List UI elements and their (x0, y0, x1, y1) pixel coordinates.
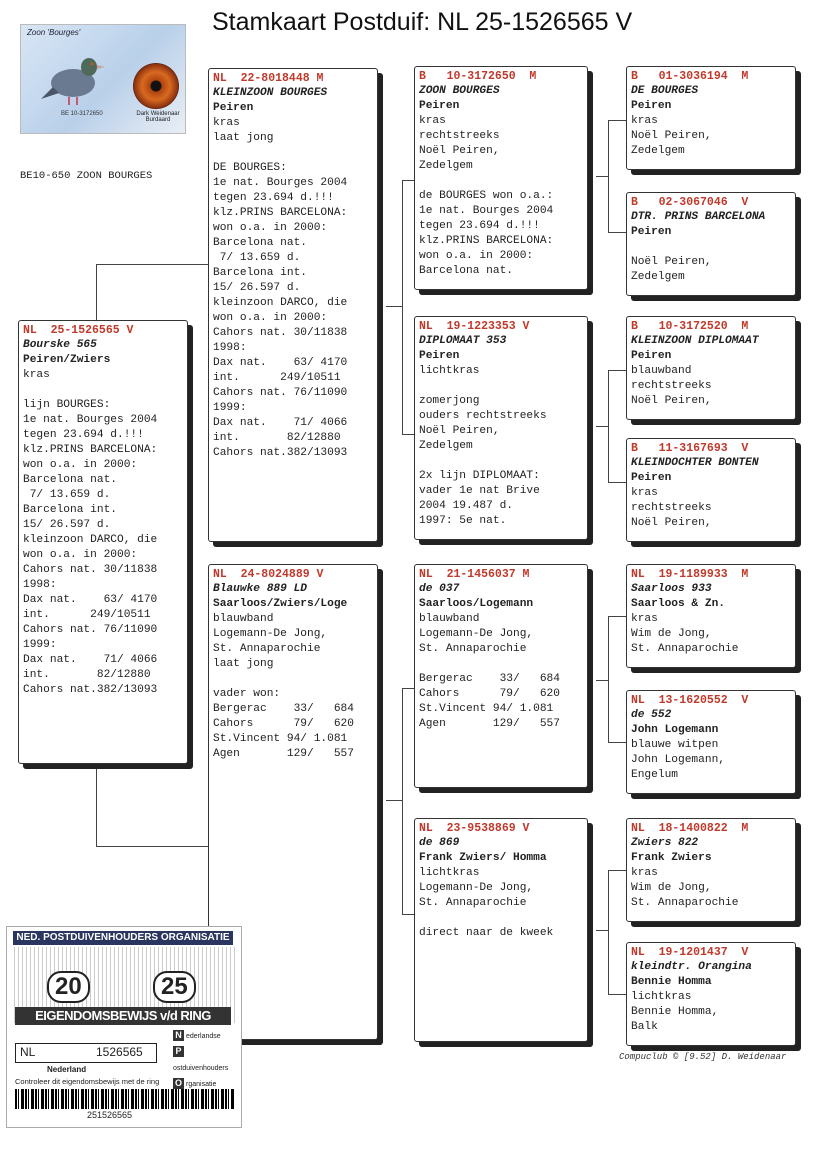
card-fm (414, 316, 588, 540)
eye-icon (133, 63, 179, 109)
card-line: 1997: 5e nat. (419, 515, 507, 527)
card-line: tegen 23.694 d.!!! (23, 429, 144, 441)
card-line: vader 1e nat Brive (419, 485, 540, 497)
card-line: Cahors nat.382/13093 (23, 684, 158, 696)
npo-line: N ederlandse (173, 1029, 241, 1045)
card-line: Engelum (631, 769, 678, 781)
card-line (419, 454, 583, 469)
ring-number: B 10-3172520 M (631, 320, 749, 333)
ring-number: NL 21-1456037 M (419, 568, 530, 581)
pigeon-name: Zwiers 822 (631, 837, 699, 849)
year-left: 20 (47, 971, 90, 1003)
card-line: Noël Peiren, (631, 130, 712, 142)
card-mfm (626, 690, 796, 794)
connector (96, 264, 208, 265)
pigeon-name: DTR. PRINS BARCELONA (631, 211, 766, 223)
card-line: 15/ 26.597 d. (213, 282, 301, 294)
card-line: Cahors nat. 30/11838 (213, 327, 348, 339)
pigeon-name: Bourske 565 (23, 339, 97, 351)
pigeon-name: de 869 (419, 837, 460, 849)
card-line: John Logemann, (631, 754, 725, 766)
card-line: kras (213, 117, 240, 129)
card-line: blauwband (419, 613, 480, 625)
card-line: rechtstreeks (631, 502, 712, 514)
card-line: 7/ 13.659 d. (23, 489, 111, 501)
pigeon-name: KLEINZOON DIPLOMAAT (631, 335, 759, 347)
ring-number: B 02-3067046 V (631, 196, 749, 209)
card-line: blauwband (631, 365, 692, 377)
card-line: 1999: (23, 639, 57, 651)
connector (402, 914, 414, 915)
card-line: Bergerac 33/ 684 (213, 703, 354, 715)
card-line: won o.a. in 2000: (213, 222, 328, 234)
card-line: lichtkras (419, 365, 480, 377)
card-line: 7/ 13.659 d. (213, 252, 301, 264)
connector (596, 176, 608, 177)
card-line (631, 240, 791, 255)
card-line: lijn BOURGES: (23, 399, 111, 411)
card-line: St. Annaparochie (419, 643, 527, 655)
ring-number: NL 25-1526565 V (23, 324, 134, 337)
card-line: Cahors nat. 30/11838 (23, 564, 158, 576)
pigeon-name: KLEINZOON BOURGES (213, 87, 328, 99)
card-line: Noël Peiren, (419, 425, 500, 437)
card-line: Noël Peiren, (631, 517, 712, 529)
pigeon-name: Blauwke 889 LD (213, 583, 307, 595)
card-line: Noël Peiren, (631, 395, 712, 407)
card-line: Dax nat. 71/ 4066 (23, 654, 158, 666)
card-line: kras (631, 613, 658, 625)
connector (386, 800, 402, 801)
card-line: St. Annaparochie (631, 897, 739, 909)
card-line: Zedelgem (631, 145, 685, 157)
barcode-number: 251526565 (87, 1110, 133, 1120)
card-line: St. Annaparochie (631, 643, 739, 655)
card-line: 1999: (213, 402, 247, 414)
npo-block (173, 1029, 241, 1093)
year-right: 25 (153, 971, 196, 1003)
connector (402, 180, 403, 306)
card-line: kras (631, 867, 658, 879)
card-line: Agen 129/ 557 (419, 718, 560, 730)
card-line: kras (419, 115, 446, 127)
card-line: ouders rechtstreeks (419, 410, 547, 422)
card-line: kras (631, 487, 658, 499)
card-mm (414, 818, 588, 1042)
photo-ring: BE 10-3172650 (61, 111, 103, 117)
card-line: laat jong (213, 132, 274, 144)
card-line: int. 249/10511 (23, 609, 151, 621)
breeder-name: Frank Zwiers (631, 852, 712, 864)
card-line (213, 672, 373, 687)
breeder-name: Peiren (419, 350, 460, 362)
connector (402, 688, 414, 689)
card-ffm (626, 192, 796, 296)
ownership-title: EIGENDOMSBEWIJS v/d RING (15, 1007, 231, 1025)
card-line: kleinzoon DARCO, die (23, 534, 158, 546)
ring-number: NL 22-8018448 M (213, 72, 324, 85)
card-line: 15/ 26.597 d. (23, 519, 111, 531)
card-line: kras (631, 115, 658, 127)
card-line: zomerjong (419, 395, 480, 407)
card-ff (414, 66, 588, 290)
card-line: Barcelona int. (213, 267, 307, 279)
card-line: St. Annaparochie (419, 897, 527, 909)
card-line: Cahors nat. 76/11090 (213, 387, 348, 399)
card-line: laat jong (213, 658, 274, 670)
card-fff (626, 66, 796, 170)
connector (96, 764, 97, 846)
ownership-certificate (6, 926, 242, 1128)
ring-number: B 01-3036194 M (631, 70, 749, 83)
card-line: Cahors 79/ 620 (213, 718, 354, 730)
card-line: DE BOURGES: (213, 162, 287, 174)
pigeon-name: de 552 (631, 709, 672, 721)
breeder-name: Peiren (631, 350, 672, 362)
card-line (419, 657, 583, 672)
breeder-name: Peiren (631, 472, 672, 484)
card-line: Logemann-De Jong, (419, 628, 534, 640)
photo-caption: Zoon 'Bourges' (27, 28, 81, 37)
breeder-name: Saarloos/Zwiers/Loge (213, 598, 348, 610)
country-code: NL (20, 1045, 36, 1059)
card-line (419, 174, 583, 189)
connector (402, 434, 414, 435)
card-line: Zedelgem (419, 440, 473, 452)
card-line: Balk (631, 1021, 658, 1033)
card-mff (626, 564, 796, 668)
connector (596, 680, 608, 681)
connector (596, 930, 608, 931)
card-line: 2x lijn DIPLOMAAT: (419, 470, 540, 482)
connector (96, 264, 97, 320)
connector (96, 846, 208, 847)
ring-number: NL 13-1620552 V (631, 694, 749, 707)
card-line: St. Annaparochie (213, 643, 321, 655)
card-line: 1998: (23, 579, 57, 591)
connector (608, 482, 626, 483)
connector (402, 688, 403, 914)
connector (608, 616, 626, 617)
page-title: Stamkaart Postduif: NL 25-1526565 V (212, 8, 633, 36)
card-line: Wim de Jong, (631, 882, 712, 894)
connector (402, 180, 414, 181)
card-line: Dax nat. 63/ 4170 (23, 594, 158, 606)
card-line: Barcelona nat. (419, 265, 513, 277)
breeder-name: John Logemann (631, 724, 719, 736)
organisation-name: NED. POSTDUIVENHOUDERS ORGANISATIE (13, 931, 233, 945)
connector (608, 742, 626, 743)
breeder-name: Peiren (419, 100, 460, 112)
card-line: 1e nat. Bourges 2004 (23, 414, 158, 426)
connector (608, 120, 609, 232)
ring-field (15, 1043, 157, 1063)
card-mf (414, 564, 588, 788)
connector (608, 120, 626, 121)
card-line: tegen 23.694 d.!!! (419, 220, 540, 232)
card-line: 1e nat. Bourges 2004 (419, 205, 554, 217)
card-line: Zedelgem (631, 271, 685, 283)
breeder-name: Saarloos & Zn. (631, 598, 725, 610)
barcode-icon (15, 1089, 235, 1109)
card-line: Noël Peiren, (419, 145, 500, 157)
breeder-name: Peiren (213, 102, 254, 114)
card-line: lichtkras (419, 867, 480, 879)
pigeon-name: ZOON BOURGES (419, 85, 500, 97)
card-line: Barcelona nat. (213, 237, 307, 249)
pigeon-name: DIPLOMAAT 353 (419, 335, 507, 347)
card-line: klz.PRINS BARCELONA: (213, 207, 348, 219)
pigeon-name: DE BOURGES (631, 85, 699, 97)
connector (608, 870, 609, 994)
card-line: de BOURGES won o.a.: (419, 190, 554, 202)
card-line: 2004 19.487 d. (419, 500, 513, 512)
control-note: Controleer dit eigendomsbewijs met de ring (15, 1077, 160, 1086)
card-line: Dax nat. 71/ 4066 (213, 417, 348, 429)
card-line: Dax nat. 63/ 4170 (213, 357, 348, 369)
ring-number: 1526565 (96, 1045, 143, 1059)
card-line: Logemann-De Jong, (419, 882, 534, 894)
ring-number: B 11-3167693 V (631, 442, 749, 455)
card-line: vader won: (213, 688, 281, 700)
ring-number: NL 18-1400822 M (631, 822, 749, 835)
connector (608, 370, 609, 482)
side-label: BE10-650 ZOON BOURGES (20, 170, 153, 182)
ring-number: B 10-3172650 M (419, 70, 537, 83)
card-line: St.Vincent 94/ 1.081 (419, 703, 554, 715)
connector (608, 370, 626, 371)
ring-number: NL 19-1189933 M (631, 568, 749, 581)
breeder-name: Peiren (631, 100, 672, 112)
connector (608, 994, 626, 995)
ring-number: NL 24-8024889 V (213, 568, 324, 581)
card-line (213, 146, 373, 161)
card-line: Zedelgem (419, 160, 473, 172)
card-line: Noël Peiren, (631, 256, 712, 268)
pigeon-name: de 037 (419, 583, 460, 595)
country-label: Nederland (47, 1065, 87, 1074)
pigeon-name: kleindtr. Orangina (631, 961, 752, 973)
card-line: 1e nat. Bourges 2004 (213, 177, 348, 189)
card-line: blauwe witpen (631, 739, 719, 751)
card-line: Wim de Jong, (631, 628, 712, 640)
card-line: St.Vincent 94/ 1.081 (213, 733, 348, 745)
pigeon-icon (39, 47, 109, 107)
card-line: Cahors 79/ 620 (419, 688, 560, 700)
breeder-name: Bennie Homma (631, 976, 712, 988)
breeder-name: Peiren (631, 226, 672, 238)
card-line: int. 82/12880 (213, 432, 341, 444)
card-line: lichtkras (631, 991, 692, 1003)
card-line: kleinzoon DARCO, die (213, 297, 348, 309)
footer-credit: Compuclub © [9.52] D. Weidenaar (619, 1052, 787, 1062)
card-line: int. 249/10511 (213, 372, 341, 384)
card-line: 1998: (213, 342, 247, 354)
card-line: blauwband (213, 613, 274, 625)
ring-number: NL 23-9538869 V (419, 822, 530, 835)
photo-breeder: Dark Weidenaar Burdaard (136, 111, 180, 123)
connector (402, 306, 403, 434)
card-mmm (626, 942, 796, 1046)
breeder-name: Peiren/Zwiers (23, 354, 111, 366)
card-father (208, 68, 378, 542)
ring-number: NL 19-1223353 V (419, 320, 530, 333)
card-mmf (626, 818, 796, 922)
pigeon-photo (20, 24, 186, 134)
connector (608, 232, 626, 233)
pigeon-name: Saarloos 933 (631, 583, 712, 595)
connector (596, 426, 608, 427)
card-line: rechtstreeks (631, 380, 712, 392)
card-line: klz.PRINS BARCELONA: (23, 444, 158, 456)
card-line: klz.PRINS BARCELONA: (419, 235, 554, 247)
card-fmm (626, 438, 796, 542)
card-line: Agen 129/ 557 (213, 748, 354, 760)
card-line: direct naar de kweek (419, 927, 554, 939)
card-line: won o.a. in 2000: (23, 459, 138, 471)
pigeon-name: KLEINDOCHTER BONTEN (631, 457, 759, 469)
card-line (419, 911, 583, 926)
ring-number: NL 19-1201437 V (631, 946, 749, 959)
connector (386, 306, 402, 307)
npo-line: Postduivenhouders (173, 1046, 229, 1072)
card-line: won o.a. in 2000: (419, 250, 534, 262)
card-line: Bergerac 33/ 684 (419, 673, 560, 685)
npo-line: O rganisatie (174, 1078, 217, 1088)
card-line: kras (23, 369, 50, 381)
card-line: int. 82/12880 (23, 669, 151, 681)
card-line: tegen 23.694 d.!!! (213, 192, 334, 204)
card-line: rechtstreeks (419, 130, 500, 142)
card-line: Logemann-De Jong, (213, 628, 328, 640)
card-line: Cahors nat. 76/11090 (23, 624, 158, 636)
card-line: won o.a. in 2000: (23, 549, 138, 561)
card-line (23, 383, 183, 398)
card-line: Barcelona int. (23, 504, 117, 516)
connector (608, 616, 609, 742)
breeder-name: Saarloos/Logemann (419, 598, 534, 610)
card-line: won o.a. in 2000: (213, 312, 328, 324)
card-line: Barcelona nat. (23, 474, 117, 486)
card-fmf (626, 316, 796, 420)
card-subject (18, 320, 188, 764)
card-line: Bennie Homma, (631, 1006, 719, 1018)
card-line (419, 379, 583, 394)
card-line: Cahors nat.382/13093 (213, 447, 348, 459)
breeder-name: Frank Zwiers/ Homma (419, 852, 547, 864)
connector (608, 870, 626, 871)
